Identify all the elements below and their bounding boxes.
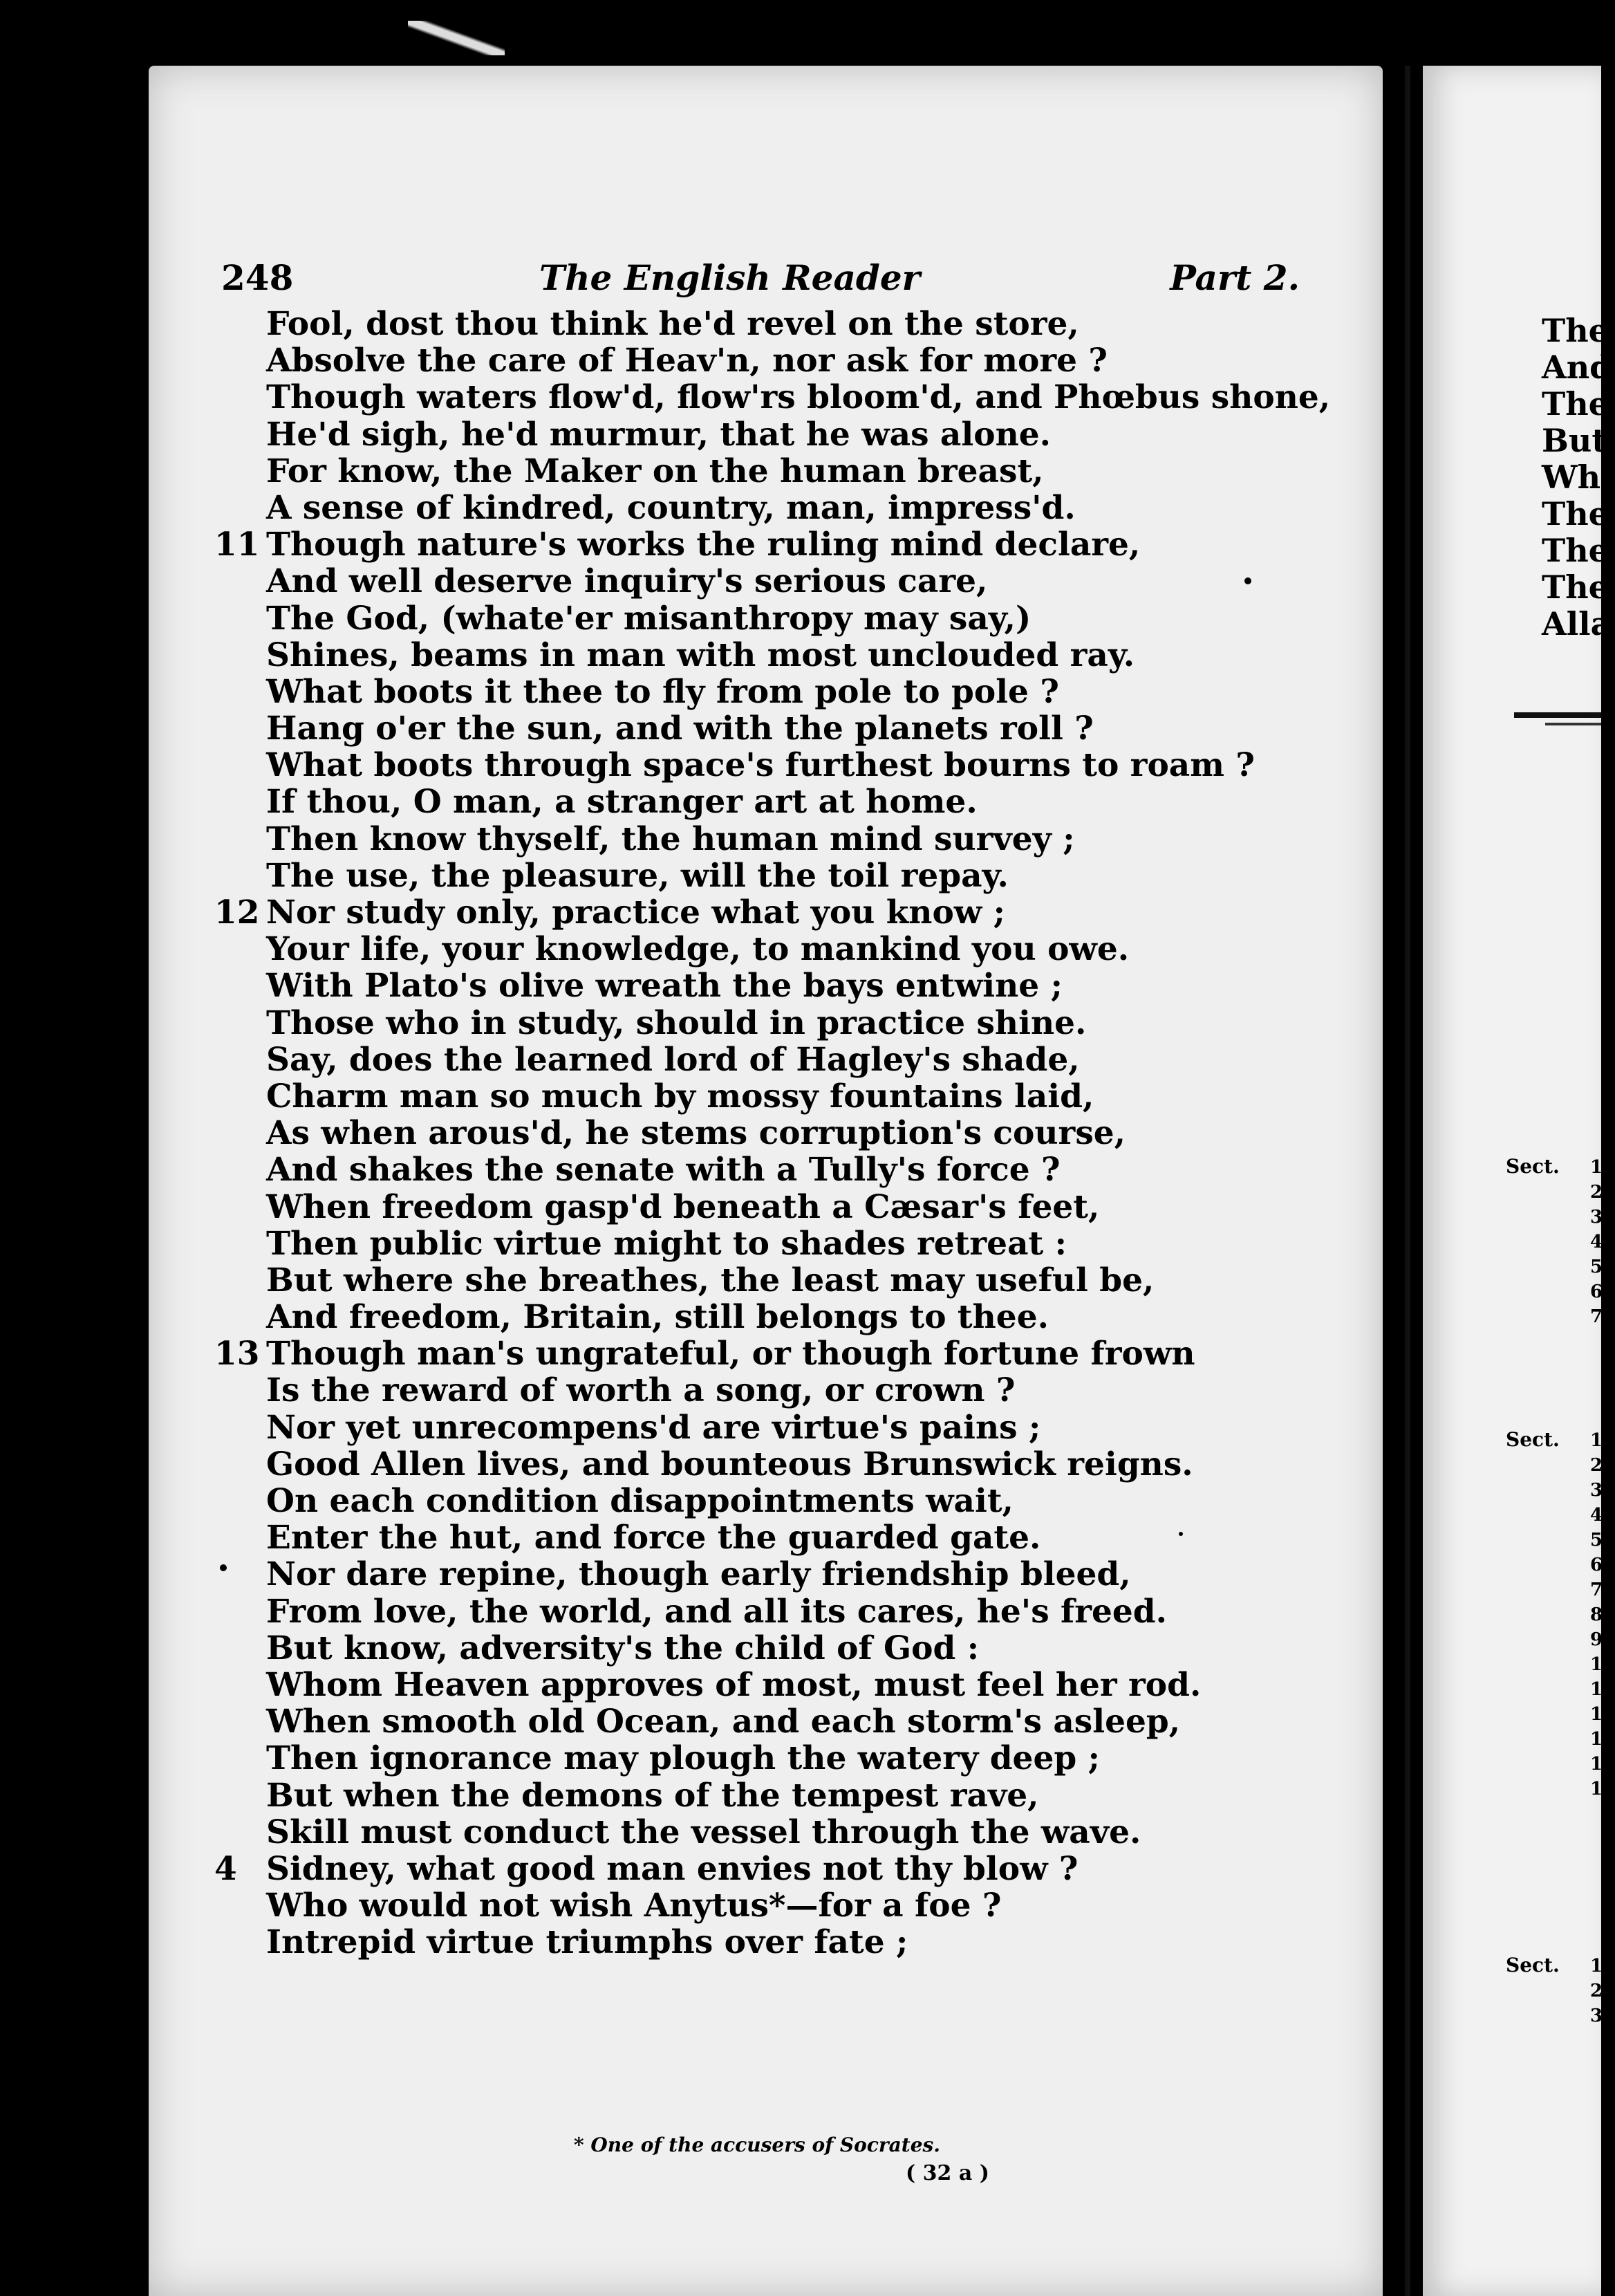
right-page-line: Wh (1542, 459, 1601, 496)
verse-line (266, 821, 1303, 858)
verse-line (266, 1041, 1303, 1078)
section-number: 13 (1590, 1729, 1615, 1750)
verse-line (266, 968, 1303, 1004)
part-label: Part 2. (1170, 257, 1300, 298)
verse-text: Shines, beams in man with most unclouded ray. (266, 636, 1135, 674)
section-number: 1 (1590, 1956, 1603, 1976)
section-number: 9 (1590, 1629, 1603, 1650)
verse-text: Then ignorance may plough the watery deep ; (266, 1739, 1100, 1778)
right-page-line: Alla (1542, 605, 1612, 642)
verse-line (266, 1078, 1303, 1115)
section-number: 3 (1590, 2006, 1603, 2026)
verse-text: As when arous'd, he stems corruption's course, (266, 1114, 1126, 1153)
paper-scratch-mark (408, 21, 505, 55)
verse-text: And freedom, Britain, still belongs to thee. (266, 1298, 1049, 1337)
verse-line (266, 931, 1303, 968)
verse-text: He'd sigh, he'd murmur, that he was alone. (266, 415, 1051, 454)
right-page-line: The (1542, 385, 1609, 423)
verse-text: Who would not wish Anytus*—for a foe ? (266, 1887, 1002, 1925)
verse-text: Hang o'er the sun, and with the planets roll ? (266, 710, 1094, 748)
verse-text: Though man's ungrateful, or though fortune frown (266, 1335, 1195, 1373)
section-number: 12 (1590, 1704, 1615, 1725)
verse-line (266, 1483, 1303, 1519)
right-page-line: But (1542, 422, 1607, 459)
section-number: 7 (1590, 1580, 1603, 1600)
stanza-number: 11 (214, 526, 260, 564)
verse-text: Absolve the care of Heav'n, nor ask for more ? (266, 342, 1108, 380)
section-numbers (1590, 1954, 1601, 2028)
running-title: The English Reader (539, 257, 920, 298)
verse-text: Though nature's works the ruling mind declare, (266, 526, 1141, 564)
verse-line (266, 306, 1303, 342)
verse-line (266, 490, 1303, 526)
section-number: 1 (1590, 1157, 1603, 1178)
verse-text: If thou, O man, a stranger art at home. (266, 783, 978, 822)
verse-line (266, 416, 1303, 453)
verse-text: Fool, dost thou think he'd revel on the store, (266, 305, 1079, 343)
section-number: 3 (1590, 1207, 1603, 1228)
verse-text: But when the demons of the tempest rave, (266, 1776, 1039, 1815)
footnote: * One of the accusers of Socrates. (574, 2133, 941, 2156)
verse-line (214, 1849, 1303, 1888)
verse-text: And well deserve inquiry's serious care, (266, 562, 988, 601)
verse-line (266, 747, 1303, 784)
section-number: 14 (1590, 1754, 1615, 1775)
section-number: 6 (1590, 1281, 1603, 1302)
right-page-line: And (1542, 349, 1612, 386)
verse-text: And shakes the senate with a Tully's force ? (266, 1151, 1061, 1189)
verse-text: Whom Heaven approves of most, must feel her rod. (266, 1665, 1202, 1704)
section-number: 15 (1590, 1779, 1615, 1799)
section-number: 4 (1590, 1232, 1603, 1252)
section-rule (1514, 712, 1601, 718)
verse-line (266, 1409, 1303, 1446)
verse-line (266, 1151, 1303, 1188)
ink-speck (1244, 577, 1251, 584)
page-number: 248 (221, 257, 294, 298)
verse-text: Intrepid virtue triumphs over fate ; (266, 1923, 908, 1962)
verse-text: What boots through space's furthest bourns to roam ? (266, 746, 1255, 785)
verse-line (266, 784, 1303, 820)
stanza-number: 4 (214, 1849, 237, 1888)
verse-text: With Plato's olive wreath the bays entwine ; (266, 967, 1063, 1006)
section-numbers (1590, 1155, 1601, 1329)
section-number: 8 (1590, 1604, 1603, 1625)
section-rule-thin (1545, 723, 1601, 725)
verse-text: But where she breathes, the least may useful be, (266, 1261, 1155, 1299)
ink-speck (220, 1564, 227, 1571)
verse-text: What boots it thee to fly from pole to pole ? (266, 672, 1059, 711)
section-number: 11 (1590, 1679, 1615, 1700)
verse-text: Skill must conduct the vessel through the wave. (266, 1813, 1141, 1851)
verse-line (266, 1225, 1303, 1262)
verse-line (266, 1740, 1303, 1777)
verse-line (266, 858, 1303, 894)
running-head (221, 257, 1300, 306)
verse-text: On each condition disappointments wait, (266, 1482, 1014, 1520)
right-page-line: The (1542, 495, 1609, 533)
right-page-line: The (1542, 532, 1609, 569)
verse-line (214, 1335, 1303, 1373)
right-page-text (1542, 312, 1612, 642)
right-page-line: The (1542, 568, 1609, 606)
section-number: 2 (1590, 1981, 1603, 2001)
verse-line (266, 637, 1303, 674)
section-number: 2 (1590, 1455, 1603, 1476)
verse-text: When freedom gasp'd beneath a Cæsar's feet, (266, 1187, 1100, 1226)
verse-text: But know, adversity's the child of God : (266, 1629, 980, 1667)
section-label: Sect. (1506, 1155, 1560, 1178)
verse-text: From love, the world, and all its cares, he's freed. (266, 1592, 1168, 1631)
verse-line (266, 1115, 1303, 1151)
verse-line (266, 1519, 1303, 1556)
verse-line (266, 1005, 1303, 1041)
verse-text: Nor study only, practice what you know ; (266, 894, 1005, 932)
verse-text: The God, (whate'er misanthropy may say,) (266, 599, 1031, 638)
verse-text: Enter the hut, and force the guarded gate. (266, 1519, 1041, 1557)
verse-text: Nor yet unrecompens'd are virtue's pains ; (266, 1408, 1041, 1447)
verse-text: Good Allen lives, and bounteous Brunswick reigns. (266, 1445, 1193, 1483)
verse-text: Nor dare repine, though early friendship bleed, (266, 1555, 1131, 1594)
verse-line (266, 1299, 1303, 1335)
verse-text: Say, does the learned lord of Hagley's shade, (266, 1040, 1080, 1079)
ink-speck (1179, 1532, 1183, 1536)
right-page-line: The (1542, 312, 1609, 349)
verse-line (214, 894, 1303, 932)
stanza-number: 12 (214, 894, 260, 932)
verse-text: Charm man so much by mossy fountains laid, (266, 1077, 1094, 1115)
verse-text: The use, the pleasure, will the toil repay. (266, 856, 1009, 895)
verse-line (266, 1189, 1303, 1225)
verse-line (266, 1703, 1303, 1740)
page-gutter (1405, 66, 1410, 2296)
verse-line (266, 710, 1303, 747)
verse-line (266, 1446, 1303, 1483)
verse-text: Is the reward of worth a song, or crown ? (266, 1371, 1016, 1410)
verse-line (266, 342, 1303, 379)
verse-text: Sidney, what good man envies not thy blow ? (266, 1849, 1079, 1888)
verse-line (266, 1924, 1303, 1961)
section-number: 5 (1590, 1257, 1603, 1277)
verse-line (266, 453, 1303, 490)
verse-body (214, 305, 1331, 1962)
verse-line (266, 1556, 1303, 1593)
verse-text: Then public virtue might to shades retreat : (266, 1224, 1067, 1263)
verse-line (266, 1887, 1303, 1924)
verse-text: A sense of kindred, country, man, impress'd. (266, 488, 1076, 527)
verse-line (266, 378, 1331, 417)
section-numbers (1590, 1428, 1615, 1802)
verse-line (266, 1814, 1303, 1851)
verse-text: For know, the Maker on the human breast, (266, 452, 1044, 490)
verse-line (266, 1262, 1303, 1299)
verse-line (214, 526, 1303, 564)
stanza-number: 13 (214, 1335, 260, 1373)
verse-line (266, 1630, 1303, 1667)
verse-line (266, 563, 1303, 600)
section-number: 2 (1590, 1182, 1603, 1203)
verse-text: Though waters flow'd, flow'rs bloom'd, and Phœbus shone, (266, 378, 1331, 417)
verse-line (266, 1593, 1303, 1630)
signature-mark: ( 32 a ) (906, 2161, 989, 2185)
verse-text: Your life, your knowledge, to mankind you owe. (266, 930, 1130, 969)
verse-line (266, 1777, 1303, 1814)
section-number: 1 (1590, 1430, 1603, 1451)
section-number: 3 (1590, 1480, 1603, 1501)
section-number: 10 (1590, 1654, 1615, 1675)
section-label: Sect. (1506, 1428, 1560, 1451)
verse-line (266, 600, 1303, 637)
verse-line (266, 674, 1303, 710)
section-number: 7 (1590, 1306, 1603, 1327)
section-number: 4 (1590, 1505, 1603, 1526)
verse-line (266, 1372, 1303, 1409)
verse-text: Then know thyself, the human mind survey ; (266, 820, 1075, 858)
section-number: 6 (1590, 1555, 1603, 1575)
verse-text: When smooth old Ocean, and each storm's asleep, (266, 1703, 1181, 1741)
verse-line (266, 1667, 1303, 1703)
verse-text: Those who in study, should in practice shine. (266, 1003, 1087, 1042)
section-label: Sect. (1506, 1954, 1560, 1976)
section-number: 5 (1590, 1530, 1603, 1550)
